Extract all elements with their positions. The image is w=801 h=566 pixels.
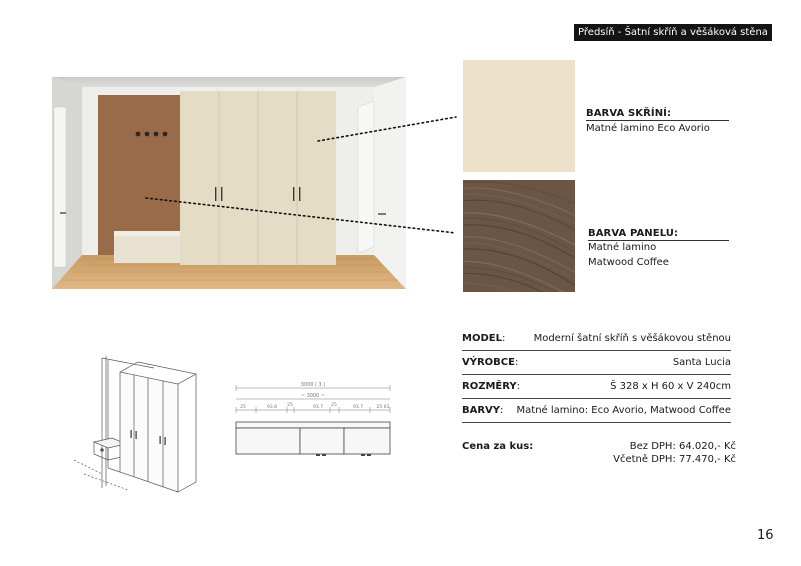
plan-segment-label: 93.7 xyxy=(352,405,364,410)
spec-value: Moderní šatní skříň s věšákovou stěnou xyxy=(533,333,731,344)
spec-label: ROZMĚRY: xyxy=(462,381,521,392)
plan-total-dimension: 3000 ( 3 ) xyxy=(300,382,326,388)
spec-label: BARVY: xyxy=(462,405,504,416)
plan-drawing xyxy=(230,378,398,466)
cabinet-color-text: Matné lamino Eco Avorio xyxy=(586,123,710,134)
page-number: 16 xyxy=(757,528,774,543)
spec-label: VÝROBCE: xyxy=(462,357,519,368)
plan-segment-label: 93.7 xyxy=(312,405,324,410)
plan-segment-label: 25 xyxy=(287,403,293,408)
panel-color-heading: BARVA PANELU: xyxy=(588,228,679,239)
spec-value: Matné lamino: Eco Avorio, Matwood Coffee xyxy=(516,405,731,416)
panel-color-text-line1: Matné lamino xyxy=(588,242,657,253)
plan-segment-label: 25 xyxy=(240,405,246,410)
plan-segment-label: 25 63 xyxy=(376,405,390,410)
cabinet-color-swatch xyxy=(463,60,575,172)
spec-row-model xyxy=(462,329,731,349)
panel-color-swatch xyxy=(463,180,575,292)
page-title-badge: Předsíň - Šatní skříň a věšáková stěna xyxy=(574,24,772,41)
plan-segment-label: 93.8 xyxy=(266,405,278,410)
divider xyxy=(462,374,731,375)
price-label: Cena za kus: xyxy=(462,441,534,452)
divider xyxy=(462,398,731,399)
plan-inner-dimension: ~ 3000 ~ xyxy=(300,393,326,399)
spec-value: Santa Lucia xyxy=(672,357,731,368)
divider xyxy=(462,350,731,351)
spec-row-manufacturer xyxy=(462,353,731,373)
isometric-drawing xyxy=(68,350,214,494)
divider xyxy=(462,422,731,423)
spec-row-dimensions xyxy=(462,377,731,397)
cabinet-color-heading: BARVA SKŘÍNÍ: xyxy=(586,108,672,119)
plan-segment-label: 25 xyxy=(331,403,337,408)
spec-row-colors xyxy=(462,401,731,421)
room-render-image xyxy=(52,77,406,289)
spec-value: Š 328 x H 60 x V 240cm xyxy=(610,381,731,392)
price-inc-vat: Včetně DPH: 77.470,- Kč xyxy=(613,454,736,465)
price-ex-vat: Bez DPH: 64.020,- Kč xyxy=(629,441,736,452)
panel-color-text-line2: Matwood Coffee xyxy=(588,257,669,268)
spec-label: MODEL: xyxy=(462,333,506,344)
